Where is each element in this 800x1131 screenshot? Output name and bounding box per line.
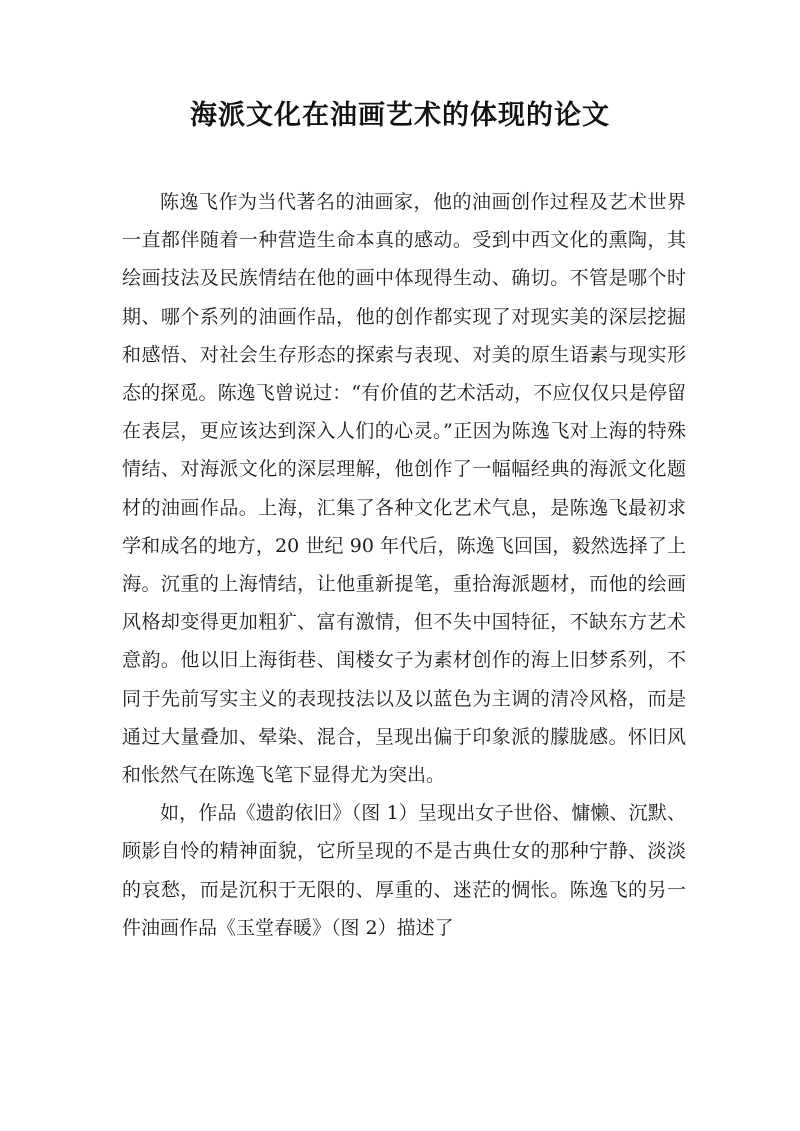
document-title: 海派文化在油画艺术的体现的论文 <box>190 100 610 131</box>
document-body <box>122 183 686 947</box>
paragraph: 陈逸飞作为当代著名的油画家，他的油画创作过程及艺术世界一直都伴随着一种营造生命本真的感动。受到中西文化的熏陶，其绘画技法及民族情结在他的画中体现得生动、确切。不管是哪个时期、哪个系列的油画作品，他的创作都实现了对现实美的深层挖掘和感悟、对社会生存形态的探索与表现、对美的原生语素与现实形态的探觅。陈逸飞曾说过：“有价值的艺术活动，不应仅仅只是停留在表层，更应该达到深入人们的心灵。”正因为陈逸飞对上海的特殊情结、对海派文化的深层理解，他创作了一幅幅经典的海派文化题材的油画作品。上海，汇集了各种文化艺术气息，是陈逸飞最初求学和成名的地方，20 世纪 90 年代后，陈逸飞回国，毅然选择了上海。沉重的上海情结，让他重新提笔，重拾海派题材，而他的绘画风格却变得更加粗犷、富有激情，但不失中国特征，不缺东方艺术意韵。他以旧上海街巷、闺楼女子为素材创作的海上旧梦系列，不同于先前写实主义的表现技法以及以蓝色为主调的清冷风格，而是通过大量叠加、晕染、混合，呈现出偏于印象派的朦胧感。怀旧风和怅然气在陈逸飞笔下显得尤为突出。 <box>122 191 686 787</box>
paragraph: 如，作品《遗韵依旧》（图 1）呈现出女子世俗、慵懒、沉默、顾影自怜的精神面貌，它所呈现的不是古典仕女的那种宁静、淡淡的哀愁，而是沉积于无限的、厚重的、迷茫的惆怅。陈逸飞的另一件油画作品《玉堂春暖》（图 2）描述了 <box>122 802 686 939</box>
